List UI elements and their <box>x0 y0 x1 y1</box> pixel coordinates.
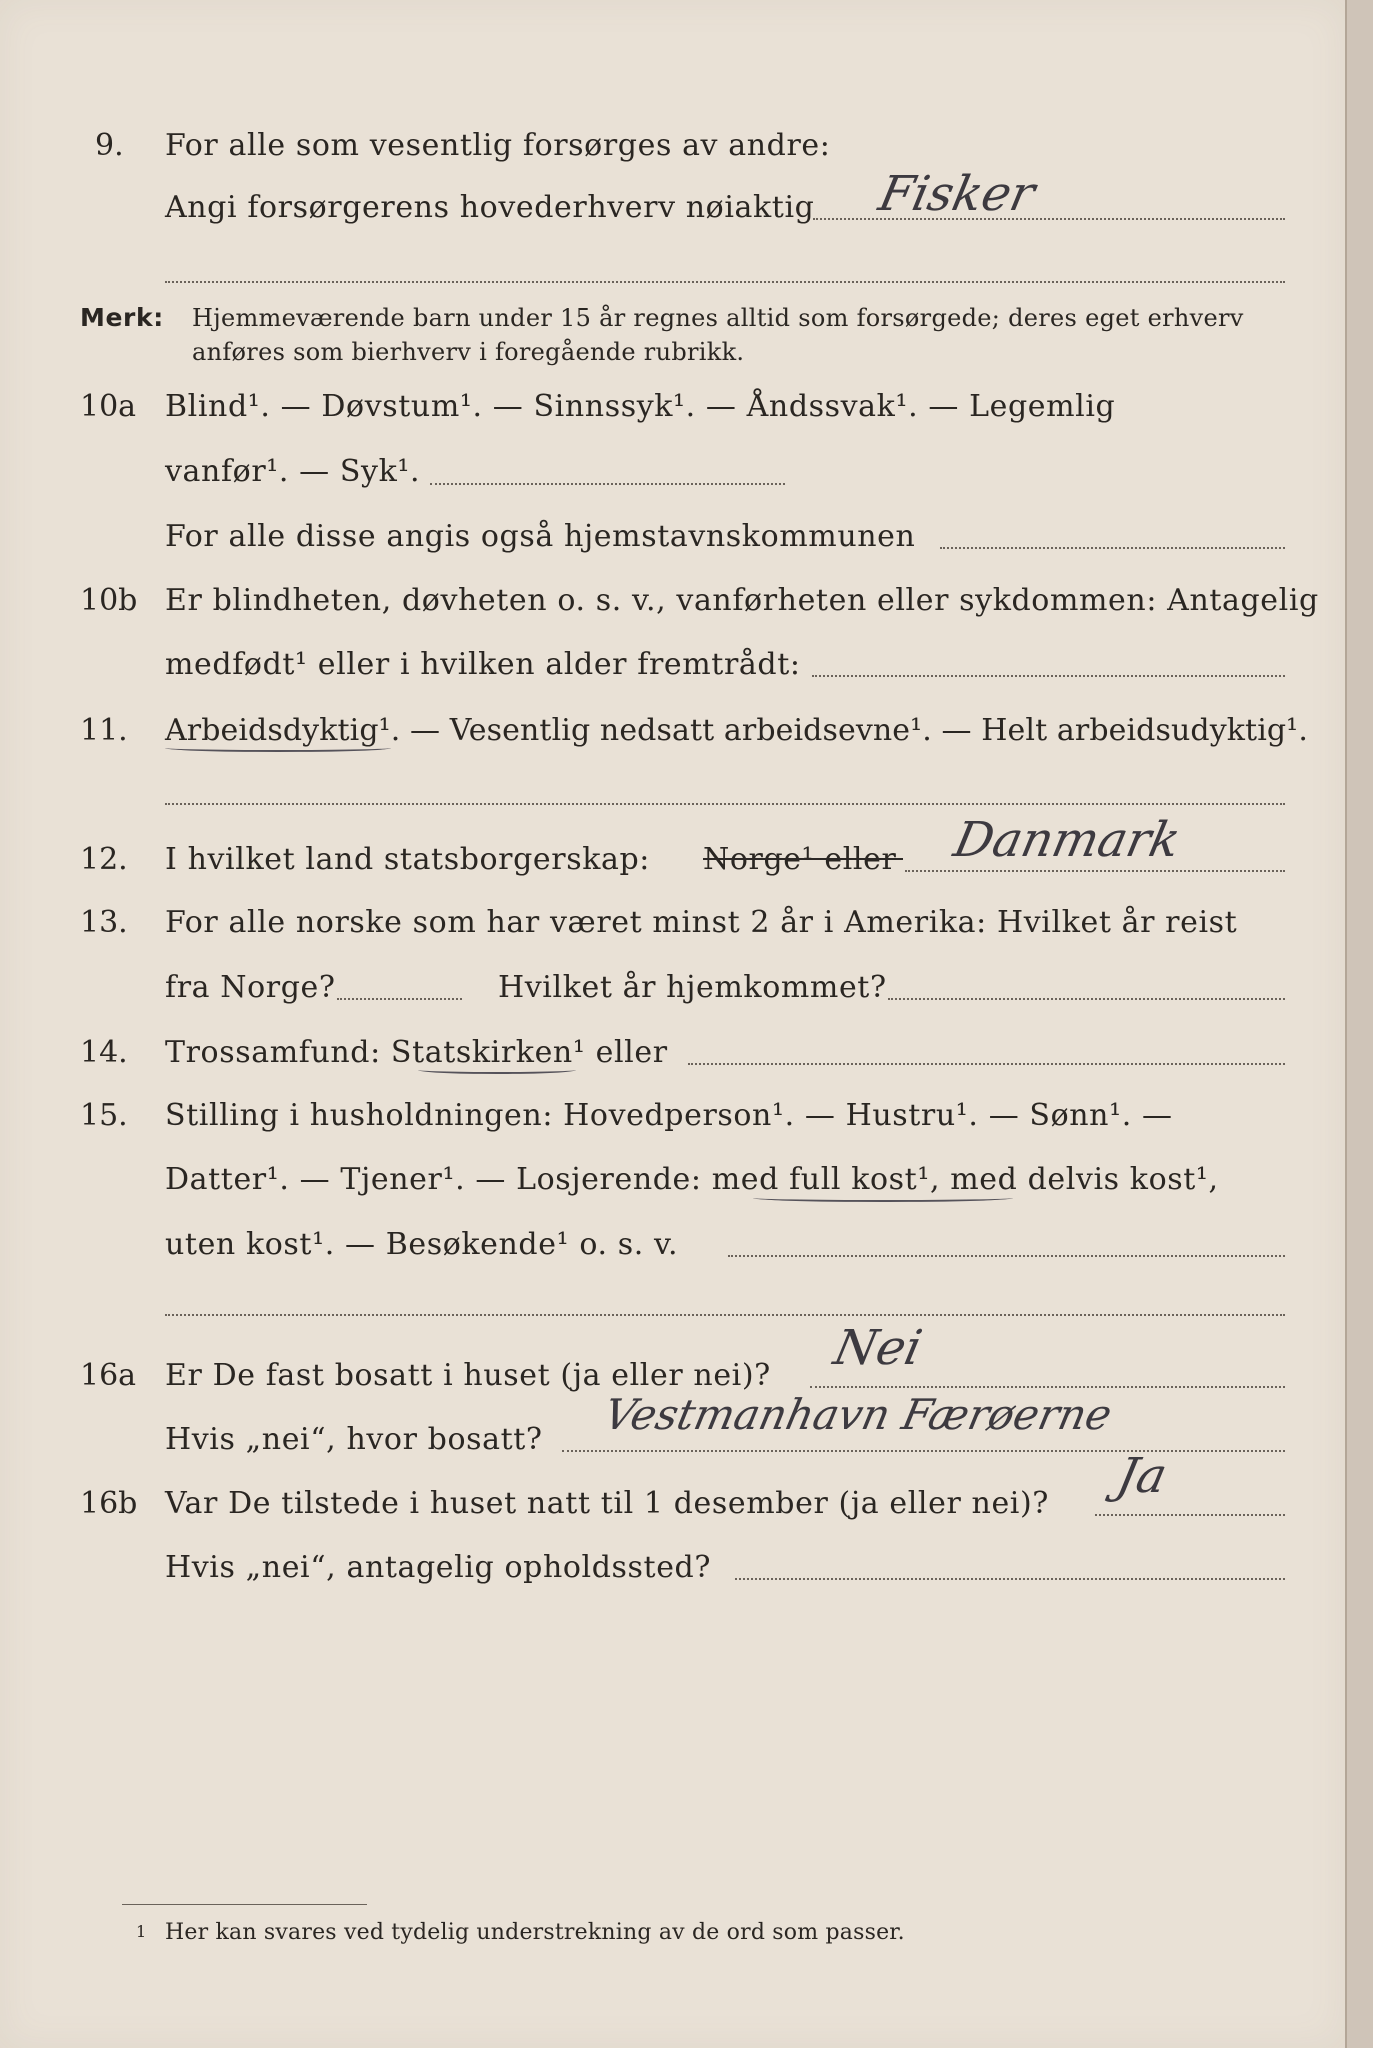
q13-return-line <box>888 998 1285 1000</box>
q14-answer-line <box>688 1063 1285 1065</box>
footnote-divider <box>122 1904 367 1905</box>
q15-line3: uten kost¹. — Besøkende¹ o. s. v. <box>165 1227 679 1262</box>
q10a-answer-line <box>430 483 785 485</box>
q9-line1: For alle som vesentlig forsørges av andre: <box>165 128 831 163</box>
q16b-handwritten-answer: Ja <box>1112 1448 1172 1504</box>
q10a-line1: Blind¹. — Døvstum¹. — Sinnssyk¹. — Åndssvak¹. — Legemlig <box>165 389 1116 424</box>
q10a-number: 10a <box>80 389 137 424</box>
q10b-answer-line <box>812 675 1285 677</box>
q11-extra-line <box>165 803 1285 805</box>
q11-number: 11. <box>80 713 128 748</box>
q10b-number: 10b <box>80 583 138 618</box>
q9-handwritten-answer: Fisker <box>874 166 1040 222</box>
q13-line1: For alle norske som har været minst 2 år i Amerika: Hvilket år reist <box>165 905 1238 940</box>
q15-extra-line <box>165 1314 1285 1316</box>
q9-extra-line <box>165 281 1285 283</box>
q9-number: 9. <box>95 128 124 163</box>
q15-line1: Stilling i husholdningen: Hovedperson¹. — Hustru¹. — Sønn¹. — <box>165 1098 1173 1133</box>
q13-line2a: fra Norge? <box>165 970 336 1005</box>
q16b-answer-line <box>1095 1514 1285 1516</box>
q13-number: 13. <box>80 905 128 940</box>
q10a-line2: vanfør¹. — Syk¹. <box>165 454 421 489</box>
q14-line1: Trossamfund: Statskirken¹ eller <box>165 1035 668 1070</box>
q11-line1: Arbeidsdyktig¹. — Vesentlig nedsatt arbeidsevne¹. — Helt arbeidsudyktig¹. <box>165 713 1308 748</box>
q10b-line2: medfødt¹ eller i hvilken alder fremtrådt: <box>165 647 801 682</box>
q11-handwritten-underline <box>165 744 391 752</box>
q12-prefix: I hvilket land statsborgerskap: <box>165 842 650 877</box>
q15-handwritten-underline <box>753 1194 1013 1202</box>
merk-line1: Hjemmeværende barn under 15 år regnes alltid som forsørgede; deres eget erhverv <box>192 304 1244 332</box>
q14-handwritten-underline <box>418 1066 576 1074</box>
q12-strikethrough <box>703 858 903 860</box>
q16b-number: 16b <box>80 1486 138 1521</box>
merk-label: Merk: <box>80 303 164 332</box>
q16a-handwritten-answer: Nei <box>829 1320 927 1376</box>
q15-number: 15. <box>80 1098 128 1133</box>
q9-line2: Angi forsørgerens hovederhverv nøiaktig <box>165 190 815 225</box>
q10b-line1: Er blindheten, døvheten o. s. v., vanførheten eller sykdommen: Antagelig <box>165 583 1319 618</box>
q12-handwritten-answer: Danmark <box>949 812 1186 868</box>
q14-number: 14. <box>80 1035 128 1070</box>
q13-line2b: Hvilket år hjemkommet? <box>498 970 887 1005</box>
q12-answer-line <box>905 870 1285 872</box>
q16a-number: 16a <box>80 1358 137 1393</box>
q12-number: 12. <box>80 842 128 877</box>
merk-line2: anføres som bierhverv i foregående rubrikk. <box>192 338 745 366</box>
q16a-line2: Hvis „nei“, hvor bosatt? <box>165 1422 543 1457</box>
q16b-location-line <box>735 1578 1285 1580</box>
q16a-residence-line <box>562 1450 1285 1452</box>
q16a-handwritten-residence: Vestmanhavn Færøerne <box>599 1390 1117 1439</box>
q15-answer-line <box>728 1255 1285 1257</box>
q16b-line1: Var De tilstede i huset natt til 1 desember (ja eller nei)? <box>165 1486 1049 1521</box>
q15-line2: Datter¹. — Tjener¹. — Losjerende: med full kost¹, med delvis kost¹, <box>165 1162 1219 1197</box>
q16b-line2: Hvis „nei“, antagelig opholdssted? <box>165 1550 712 1585</box>
q16a-line1: Er De fast bosatt i huset (ja eller nei)? <box>165 1358 771 1393</box>
footnote-mark: 1 <box>136 1922 147 1941</box>
q10a-hometown-line <box>940 547 1285 549</box>
q12-struck-text: Norge¹ eller <box>703 842 897 877</box>
footnote-text: Her kan svares ved tydelig understrekning av de ord som passer. <box>165 1920 905 1945</box>
q10a-line3: For alle disse angis også hjemstavnskommunen <box>165 519 916 554</box>
q13-departure-line <box>337 998 462 1000</box>
